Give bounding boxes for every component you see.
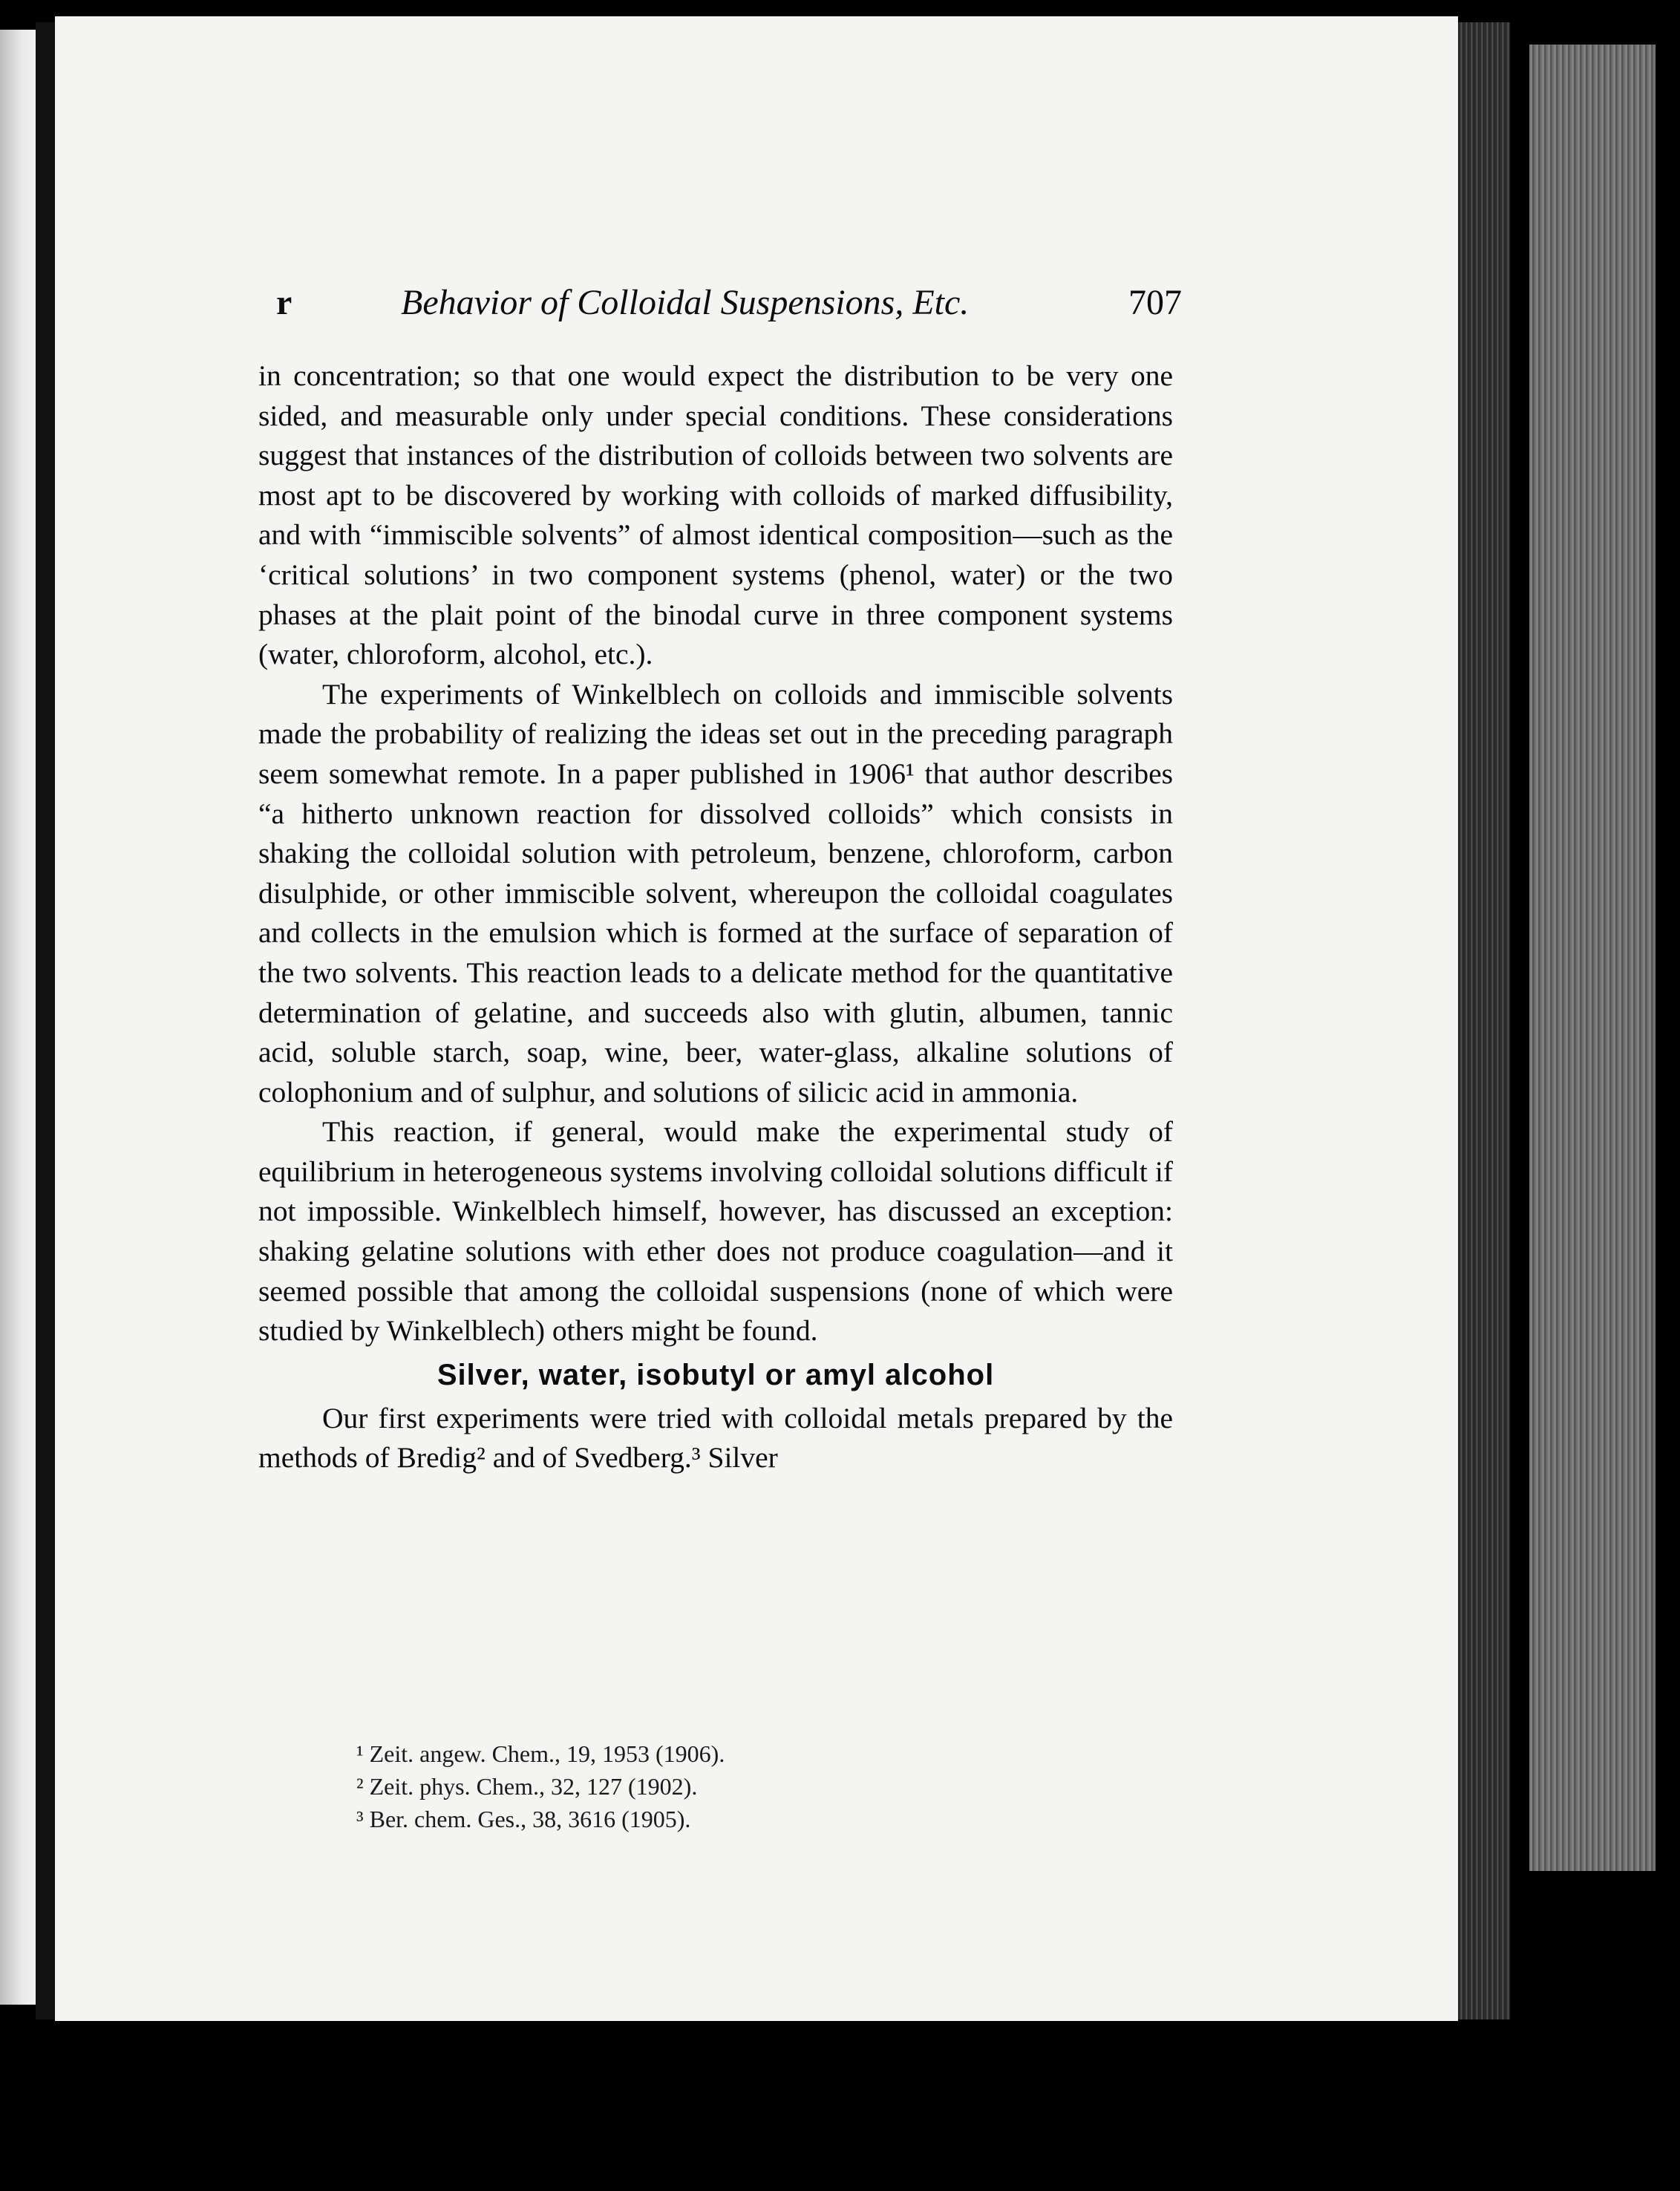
paragraph-4: Our first experiments were tried with colloidal metals prepared by the methods of Bredig² and of Svedberg.³ Silver bbox=[258, 1401, 1173, 1475]
footnote-3: ³ Ber. chem. Ges., 38, 3616 (1905). bbox=[356, 1806, 691, 1832]
running-title: Behavior of Colloidal Suspensions, Etc. bbox=[401, 283, 970, 322]
paragraph-3: This reaction, if general, would make the experimental study of equilibrium in heterogeneous systems involving colloidal solutions difficult if not impossible. Winkelblech himself, however, has discussed an exception: shaking gelatine solutions with ether does not produce coagulation—and it seemed possible that among the colloidal suspensions (none of which were studied by Winkelblech) others might be found. bbox=[258, 1115, 1173, 1348]
footnotes bbox=[356, 1737, 725, 1835]
paragraph-1: in concentration; so that one would expect the distribution to be very one sided, and measurable only under special conditions. These considerations suggest that instances of the distribution of colloids between two solvents are most apt to be discovered by working with colloids of marked diffusibility, and with “immiscible solvents” of almost identical composition—such as the ‘critical solutions’ in two component systems (phenol, water) or the two phases at the plait point of the binodal curve in three component systems (water, chloroform, alcohol, etc.). bbox=[258, 359, 1173, 671]
body-text bbox=[258, 356, 1173, 1478]
facing-page-edge bbox=[0, 30, 36, 2005]
paragraph-2: The experiments of Winkelblech on colloids and immiscible solvents made the probability of realizing the ideas set out in the preceding paragraph seem somewhat remote. In a paper published in 1906¹ that author describes “a hitherto unknown reaction for dissolved colloids” which consists in shaking the colloidal solution with petroleum, benzene, chloroform, carbon disulphide, or other immiscible solvent, whereupon the colloidal coagulates and collects in the emulsion which is formed at the surface of separation of the two solvents. This reaction leads to a delicate method for the quantitative determination of gelatine, and succeeds also with glutin, albumen, tannic acid, soluble starch, soap, wine, beer, water-glass, alkaline solutions of colophonium and of sulphur, and solutions of silicic acid in ammonia. bbox=[258, 677, 1173, 1108]
header-mark: r bbox=[276, 283, 292, 322]
running-head bbox=[276, 282, 1182, 334]
page-stack-edges bbox=[1529, 45, 1656, 1871]
section-heading: Silver, water, isobutyl or amyl alcohol bbox=[437, 1358, 995, 1391]
footnote-1: ¹ Zeit. angew. Chem., 19, 1953 (1906). bbox=[356, 1740, 725, 1767]
book-gutter bbox=[36, 22, 55, 2019]
page-number: 707 bbox=[1128, 283, 1182, 322]
page-edge-shadow bbox=[1458, 22, 1510, 2019]
footnote-2: ² Zeit. phys. Chem., 32, 127 (1902). bbox=[356, 1773, 698, 1800]
